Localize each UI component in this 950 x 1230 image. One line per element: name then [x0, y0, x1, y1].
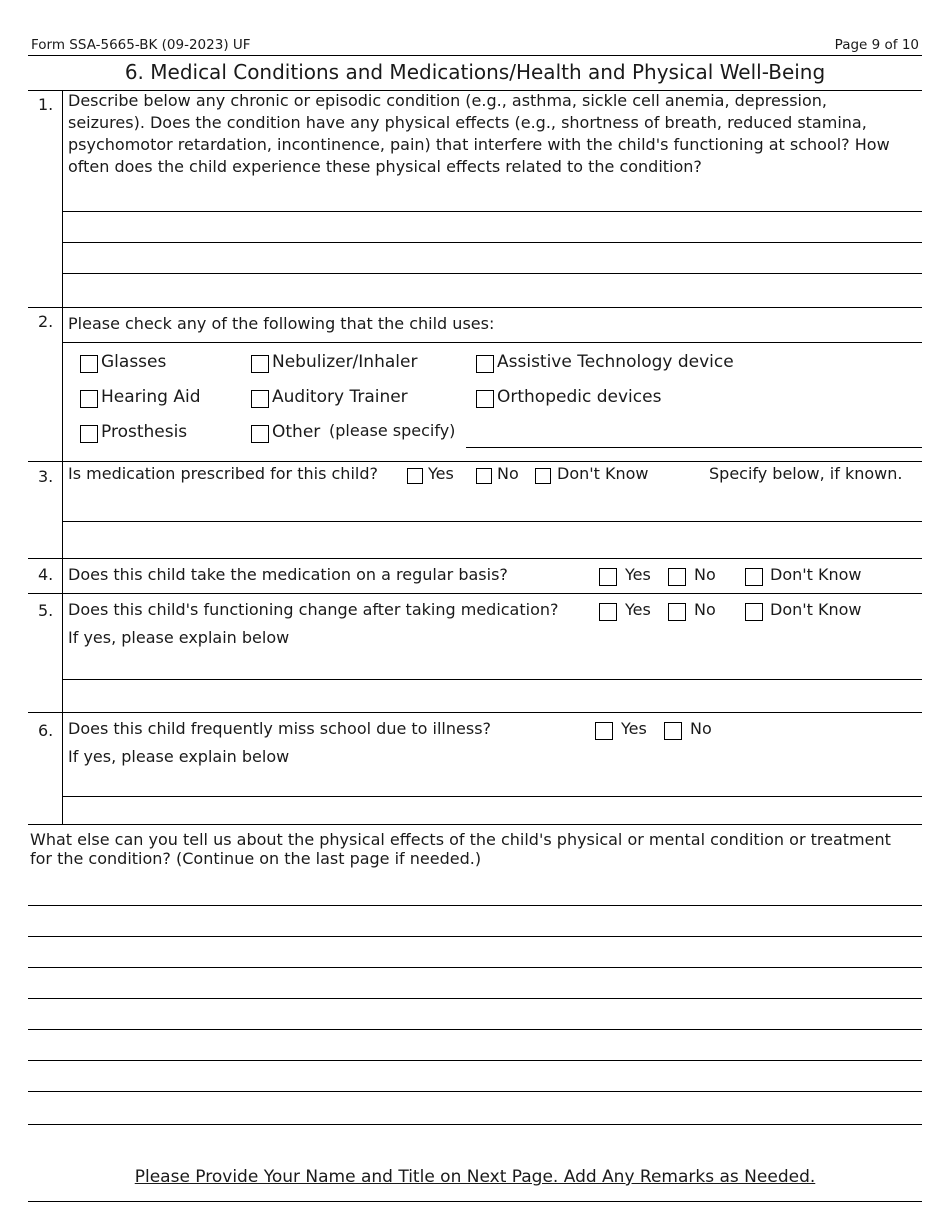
q4-dont-know-checkbox[interactable]: [745, 568, 763, 586]
closing-answer-line[interactable]: [29, 1063, 922, 1089]
q2-bottom-rule: [28, 461, 922, 462]
hearing-aid-label: Hearing Aid: [101, 387, 201, 407]
other-specify-rule: [466, 447, 922, 448]
q3-yes-checkbox[interactable]: [407, 468, 423, 484]
q5-dont-know-label: Don't Know: [770, 600, 862, 619]
q6-sub-text: If yes, please explain below: [68, 747, 290, 766]
closing-rule: [28, 1124, 922, 1125]
q2-text: Please check any of the following that the child uses:: [68, 314, 495, 333]
other-label: Other: [272, 422, 321, 442]
q3-specify-label: Specify below, if known.: [709, 464, 903, 483]
assistive-technology-checkbox[interactable]: [476, 355, 494, 373]
q1-answer-line-3[interactable]: [63, 245, 922, 272]
q6-answer-line-2[interactable]: [63, 799, 922, 822]
closing-rule: [28, 1091, 922, 1092]
nebulizer-inhaler-checkbox[interactable]: [251, 355, 269, 373]
q5-sub-text: If yes, please explain below: [68, 628, 290, 647]
q3-dont-know-label: Don't Know: [557, 464, 649, 483]
q6-no-label: No: [690, 719, 712, 738]
q3-dont-know-checkbox[interactable]: [535, 468, 551, 484]
q5-rule-1: [62, 679, 922, 680]
closing-rule: [28, 1060, 922, 1061]
q1-answer-line-2[interactable]: [63, 214, 922, 241]
q4-yes-label: Yes: [625, 565, 651, 584]
q4-bottom-rule: [28, 593, 922, 594]
q1-bottom-rule: [28, 307, 922, 308]
nebulizer-inhaler-label: Nebulizer/Inhaler: [272, 352, 418, 372]
q6-text: Does this child frequently miss school due to illness?: [68, 719, 492, 738]
header-rule: [28, 55, 922, 56]
q6-bottom-rule: [28, 824, 922, 825]
closing-rule: [28, 967, 922, 968]
q4-number: 4.: [38, 565, 54, 584]
q3-no-label: No: [497, 464, 519, 483]
page-number: Page 9 of 10: [834, 37, 919, 53]
footer-rule: [28, 1201, 922, 1202]
q5-answer-line-2[interactable]: [63, 683, 922, 710]
q3-rule-1: [62, 521, 922, 522]
closing-answer-line[interactable]: [29, 1094, 922, 1122]
q3-no-checkbox[interactable]: [476, 468, 492, 484]
closing-answer-line[interactable]: [29, 970, 922, 996]
auditory-trainer-checkbox[interactable]: [251, 390, 269, 408]
q3-yes-label: Yes: [428, 464, 454, 483]
q1-rule-1: [62, 211, 922, 212]
q3-answer-line-2[interactable]: [63, 525, 922, 556]
closing-question-line-1: What else can you tell us about the physical effects of the child's physical or mental condition or treatment: [30, 830, 891, 849]
q6-number: 6.: [38, 721, 54, 740]
q1-line-4: often does the child experience these physical effects related to the condition?: [68, 157, 702, 176]
q5-dont-know-checkbox[interactable]: [745, 603, 763, 621]
q1-line-1: Describe below any chronic or episodic condition (e.g., asthma, sickle cell anemia, depression,: [68, 91, 827, 110]
q5-yes-checkbox[interactable]: [599, 603, 617, 621]
q4-dont-know-label: Don't Know: [770, 565, 862, 584]
other-specify-input[interactable]: [467, 421, 922, 446]
closing-rule: [28, 936, 922, 937]
assistive-technology-label: Assistive Technology device: [497, 352, 734, 372]
orthopedic-devices-checkbox[interactable]: [476, 390, 494, 408]
footer-note: Please Provide Your Name and Title on Next Page. Add Any Remarks as Needed.: [134, 1167, 816, 1187]
q4-no-checkbox[interactable]: [668, 568, 686, 586]
closing-answer-line[interactable]: [29, 877, 922, 903]
q5-yes-label: Yes: [625, 600, 651, 619]
glasses-checkbox[interactable]: [80, 355, 98, 373]
q6-answer-line-1[interactable]: [63, 770, 922, 795]
q6-yes-label: Yes: [621, 719, 647, 738]
q1-number: 1.: [38, 95, 54, 114]
q6-no-checkbox[interactable]: [664, 722, 682, 740]
closing-answer-line[interactable]: [29, 908, 922, 934]
q6-yes-checkbox[interactable]: [595, 722, 613, 740]
q1-rule-3: [62, 273, 922, 274]
q1-answer-line-1[interactable]: [63, 186, 922, 211]
q3-bottom-rule: [28, 558, 922, 559]
q5-no-checkbox[interactable]: [668, 603, 686, 621]
q6-rule-1: [62, 796, 922, 797]
q3-text: Is medication prescribed for this child?: [68, 464, 378, 483]
q5-answer-line-1[interactable]: [63, 652, 922, 678]
q4-text: Does this child take the medication on a regular basis?: [68, 565, 508, 584]
q5-number: 5.: [38, 601, 54, 620]
section-title: 6. Medical Conditions and Medications/Health and Physical Well-Being: [124, 60, 826, 84]
please-specify-label: (please specify): [329, 421, 456, 440]
q1-line-2: seizures). Does the condition have any physical effects (e.g., shortness of breath, reduced stamina,: [68, 113, 867, 132]
q5-no-label: No: [694, 600, 716, 619]
q1-line-3: psychomotor retardation, incontinence, pain) that interfere with the child's functioning at school? How: [68, 135, 890, 154]
q4-yes-checkbox[interactable]: [599, 568, 617, 586]
q1-answer-line-4[interactable]: [63, 276, 922, 305]
closing-rule: [28, 998, 922, 999]
other-checkbox[interactable]: [251, 425, 269, 443]
q2-header-rule: [62, 342, 922, 343]
closing-answer-line[interactable]: [29, 1032, 922, 1058]
closing-question-line-2: for the condition? (Continue on the last page if needed.): [30, 849, 482, 868]
q1-rule-2: [62, 242, 922, 243]
q5-bottom-rule: [28, 712, 922, 713]
prosthesis-label: Prosthesis: [101, 422, 188, 442]
prosthesis-checkbox[interactable]: [80, 425, 98, 443]
form-id: Form SSA-5665-BK (09-2023) UF: [31, 37, 251, 53]
q3-number: 3.: [38, 467, 54, 486]
auditory-trainer-label: Auditory Trainer: [272, 387, 408, 407]
q5-text: Does this child's functioning change after taking medication?: [68, 600, 559, 619]
closing-rule: [28, 905, 922, 906]
q3-answer-line-1[interactable]: [63, 494, 922, 520]
glasses-label: Glasses: [101, 352, 167, 372]
hearing-aid-checkbox[interactable]: [80, 390, 98, 408]
q2-number: 2.: [38, 312, 54, 331]
orthopedic-devices-label: Orthopedic devices: [497, 387, 662, 407]
closing-answer-line[interactable]: [29, 1001, 922, 1027]
q4-no-label: No: [694, 565, 716, 584]
closing-rule: [28, 1029, 922, 1030]
closing-answer-line[interactable]: [29, 939, 922, 965]
